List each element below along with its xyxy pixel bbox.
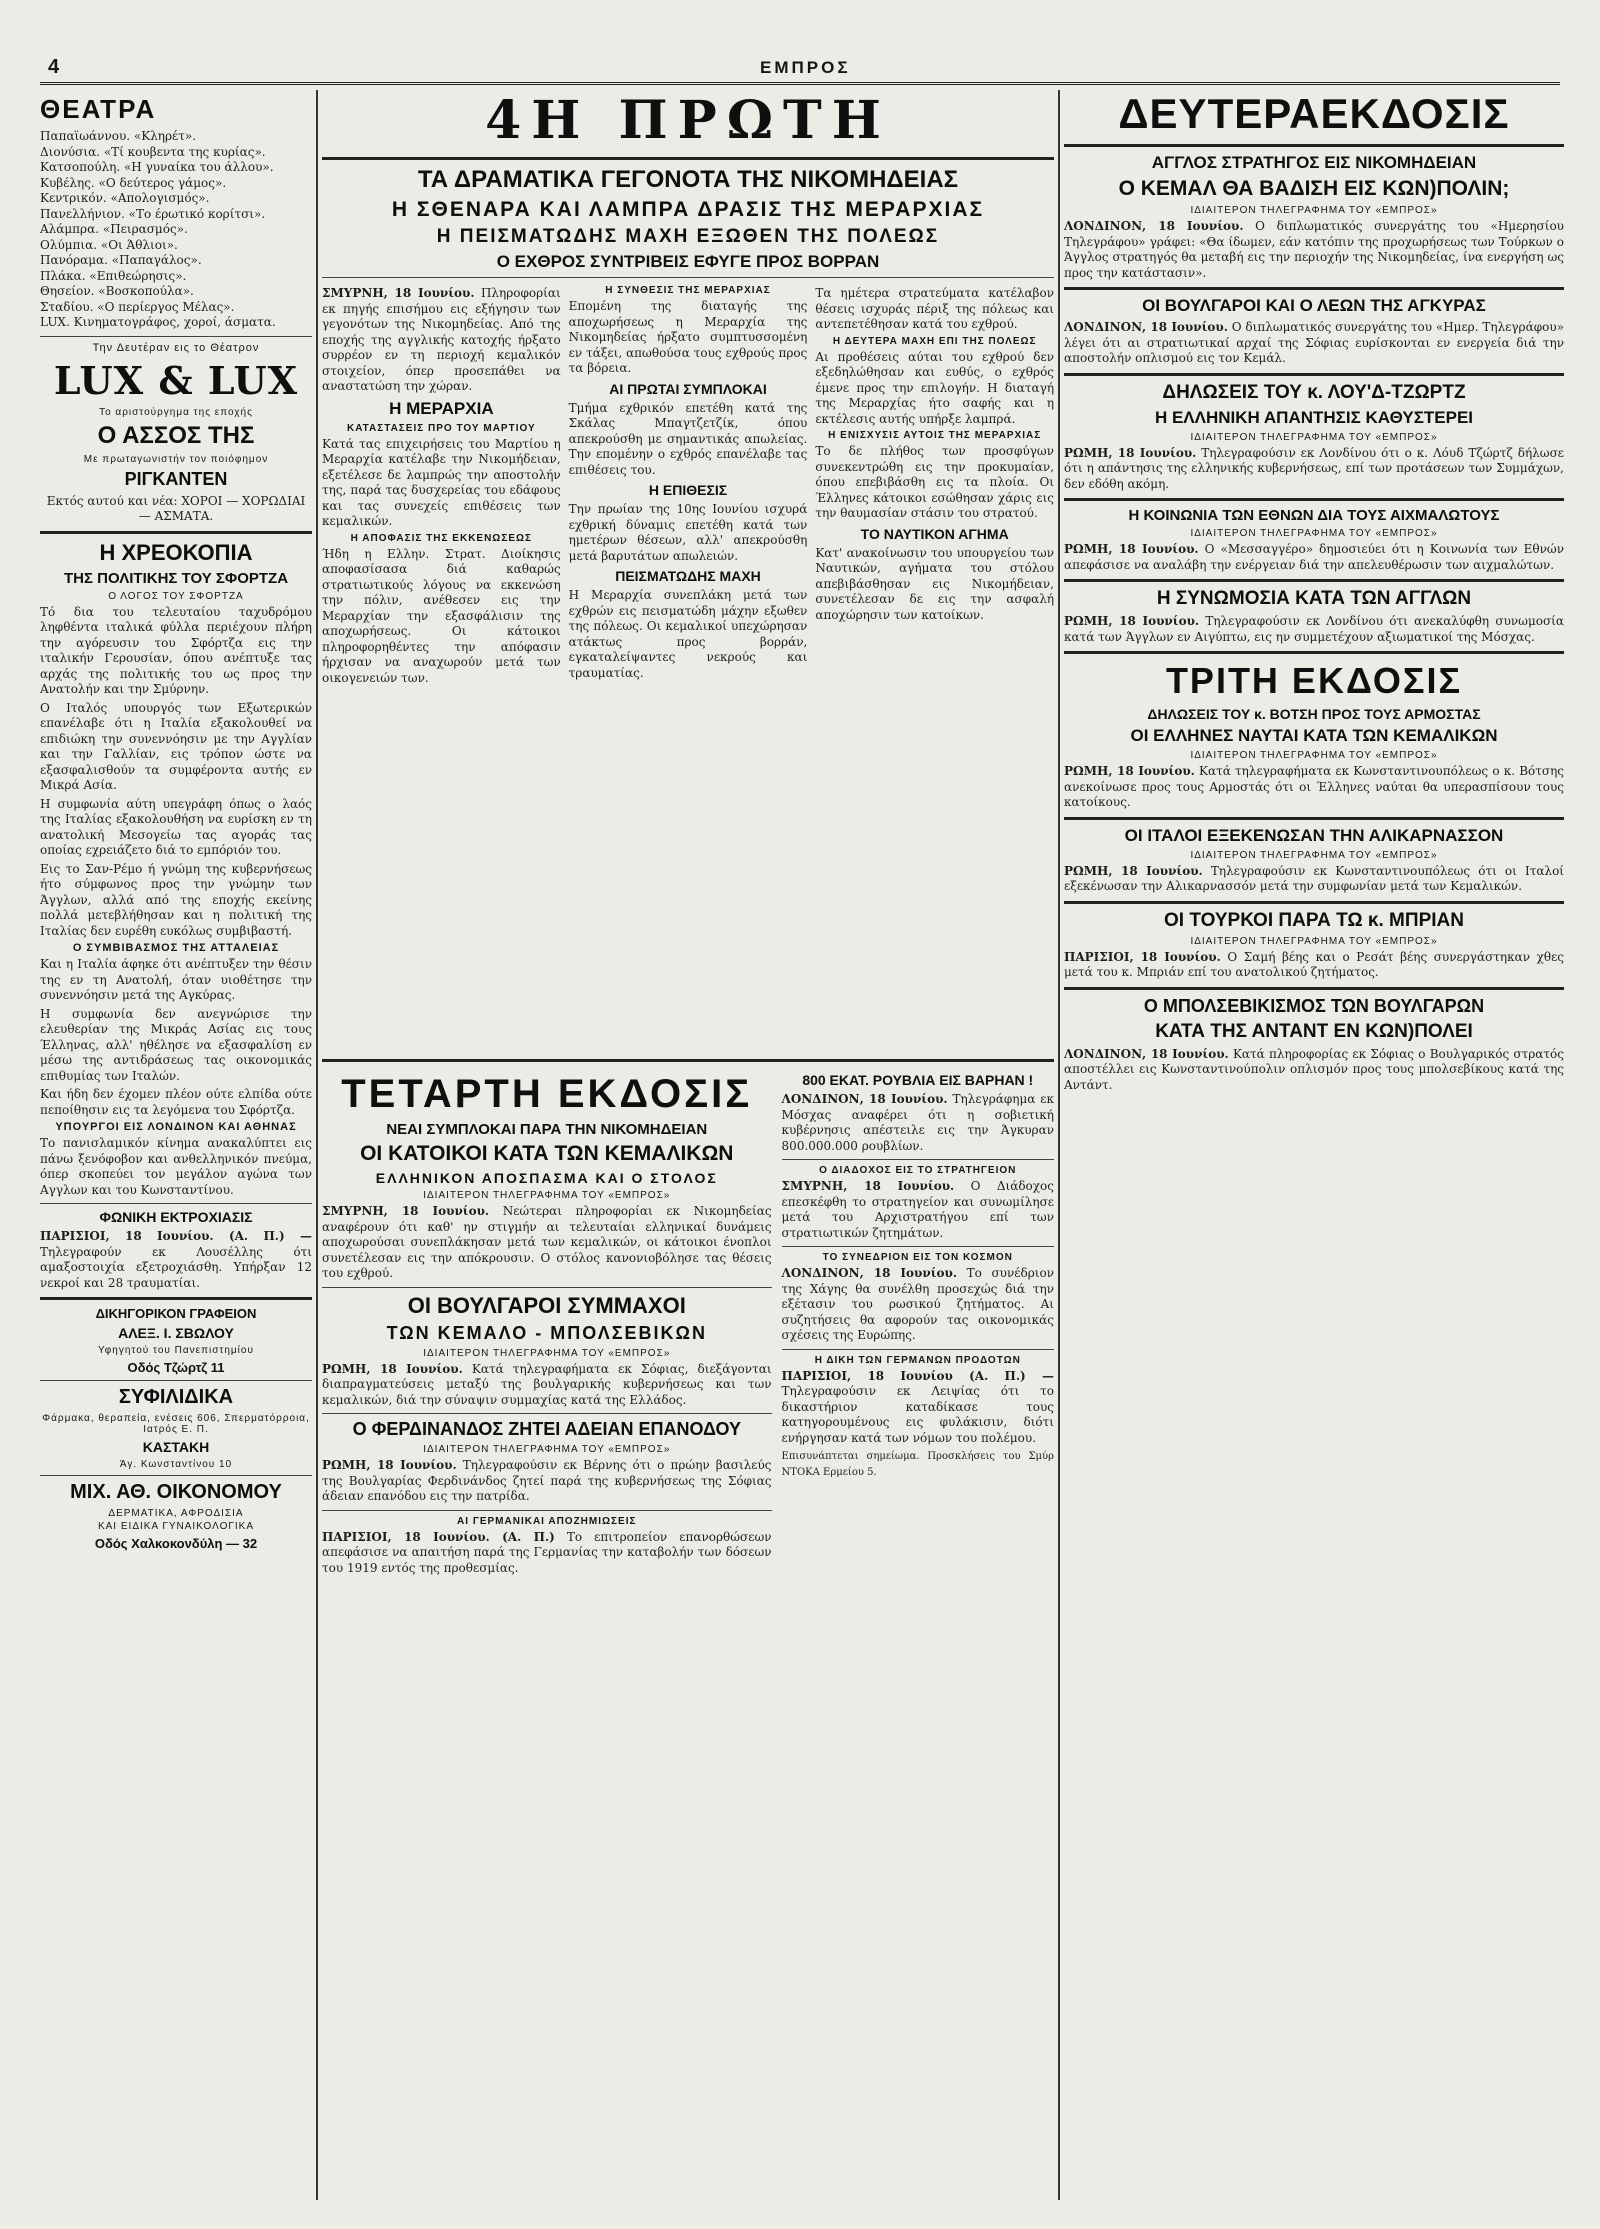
story-dateline: ΡΩΜΗ, 18 Ιουνίου. (1064, 863, 1203, 878)
bankruptcy-subtitle: ΤΗΣ ΠΟΛΙΤΙΚΗΣ ΤΟΥ ΣΦΟΡΤΖΑ (63, 569, 289, 587)
wire-label: ΙΔΙΑΙΤΕΡΟΝ ΤΗΛΕΓΡΑΦΗΜΑ ΤΟΥ «ΕΜΠΡΟΣ» (1190, 935, 1438, 947)
minister-head: ΥΠΟΥΡΓΟΙ ΕΙΣ ΛΟΝΔΙΝΟΝ ΚΑΙ ΑΘΗΝΑΣ (55, 1121, 297, 1133)
story-text: Η Μεραρχία συνεπλάκη μετά των εχθρών εις πεισματώδη μάχην εξωθεν της πόλεως. Οι κεμαλικοί υπεχώρησαν ατάκτως προς βορράν, εγκαταλείψαντες νεκρούς και τραυματίας. (568, 588, 808, 680)
ad-doctor (40, 1481, 312, 1551)
story-body: Το συνέδριον της Χάγης θα συνέλθη προσεχώς διά την εξέτασιν του ρωσικού ζητήματος. Αι συζητήσεις θα αφορούν τας οικονομικάς σχέσεις της Ευρώπης. (781, 1266, 1054, 1342)
lux-star: ΡΙΓΚΑΝΤΕΝ (124, 468, 228, 489)
second-edition-sub2: Ο ΚΕΜΑΛ ΘΑ ΒΑΔΙΣΗ ΕΙΣ ΚΩΝ)ΠΟΛΙΝ; (1118, 177, 1510, 200)
story-text (782, 1092, 1054, 1154)
lower-center (322, 1068, 1054, 1579)
masthead-rule (40, 82, 1560, 85)
section-head: ΤΟ ΝΑΥΤΙΚΟΝ ΑΓΗΜΑ (860, 525, 1009, 542)
story-text: Την πρωίαν της 10ης Ιουνίου ισχυρά εχθρική δύναμις επετέθη κατά των ημετέρων θέσεων, αλλ' απεκρούσθη μετά βαρυτάτων απωλειών. (568, 502, 808, 563)
story-body: Τηλεγραφούσιν εκ Βέρνης ότι ο πρώην βασιλεύς της Βουλγαρίας Φερδινάνδος ζητεί παρά της κυβερνήσεως της Σόφιας άδειαν επανόδου εις την πατρίδα. (322, 1458, 772, 1503)
section-head: ΚΑΤΑ ΤΗΣ ΑΝΤΑΝΤ ΕΝ ΚΩΝ)ΠΟΛΕΙ (1155, 1020, 1473, 1042)
section-head: Η ΜΕΡΑΡΧΙΑ (389, 398, 494, 418)
section-head: Η ΕΝΙΣΧΥΣΙΣ ΑΥΤΟΙΣ ΤΗΣ ΜΕΡΑΡΧΙΑΣ (828, 430, 1042, 441)
divider (40, 1380, 312, 1381)
divider (782, 1159, 1054, 1160)
theatre-listing: Διονύσια. «Τί κουβεντα της κυρίας». (40, 144, 266, 159)
story-body: Ο διπλωματικός συνεργάτης του «Ημερησίου Τηλεγράφου» γράφει: «Θα ίδωμεν, εάν κατόπιν της προχωρήσεως των Τούρκων ο Άγγλος στρατηγός θα μεταβή εις την περιοχήν της Νικομηδείας, ίνα ενεργήση ως προς την κατάστασιν». (1064, 219, 1564, 280)
story-body: Τηλεγραφούσιν εκ Λονδίνου ότι ο κ. Λόυδ Τζώρτζ δήλωσε ότι η απάντησις της ελληνικής κυβερνήσεως, επί των προτάσεων των Συμμάχων, δεν εδόθη ακόμη. (1064, 445, 1564, 491)
story-body: Τηλεγραφούσιν εκ Λονδίνου ότι ανεκαλύφθη συνωμοσία κατά των Άγγλων εν Αιγύπτω, εις ην συμμετέχουν αξιωματικοί της Μόσχας. (1064, 614, 1564, 644)
section-head: Η ΔΕΥΤΕΡΑ ΜΑΧΗ ΕΠΙ ΤΗΣ ΠΟΛΕΩΣ (832, 335, 1037, 347)
divider (322, 1413, 772, 1414)
phone-title: ΦΩΝΙΚΗ ΕΚΤΡΟΧΙΑΣΙΣ (99, 1209, 253, 1225)
divider (1064, 144, 1564, 147)
story-column (569, 283, 808, 1053)
story-body: Ο «Μεσσαγγέρο» δημοσιεύει ότι η Κοινωνία των Εθνών απεφάσισε να αναλάβη την ενέργειαν διά την απελευθέρωσιν των αιχμαλώτων. (1064, 542, 1564, 572)
edition-title: 4Η ΠΡΩΤΗ (485, 90, 891, 151)
story-text: Ήδη η Ελλην. Στρατ. Διοίκησις αποφασίσασα διά καθαρώς στρατιωτικούς λόγους να εκκενώση την πόλιν, ανέθεσεν εις την Μεραρχίαν την εξασφάλισιν της αποχωρήσεως. Οι κάτοικοι πληροφορηθέντες την απόφασιν ήρχισαν να αναχωρούν μετά των οικογενειών των. (322, 546, 561, 685)
story-text: Κατ' ανακοίνωσιν του υπουργείου των Ναυτικών, αγήματα του στόλου απεβιβάσθησαν εις Νικομήδειαν, συνετέλεσαν δε εις την ασφαλή αποχώρησιν των κατοίκων. (815, 545, 1054, 622)
section-sub: ΚΑΤΑΣΤΑΣΕΙΣ ΠΡΟ ΤΟΥ ΜΑΡΤΙΟΥ (347, 422, 536, 434)
story-dateline: ΣΜΥΡΝΗ, 18 Ιουνίου. (322, 1204, 490, 1218)
divider (322, 1287, 772, 1288)
ad-detail: Υφηγητού του Πανεπιστημίου (98, 1345, 254, 1356)
story-body: Τηλεγραφούσιν εκ Κωνσταντινουπόλεως ότι οι Ιταλοί εξεκένωσαν την Αλικαρνασσόν μετά την συμφωνίαν μετά των Κεμαλικών. (1064, 863, 1564, 893)
fourth-edition (322, 1068, 772, 1579)
bankruptcy-paragraph: Η συμφωνία δεν ανεγνώρισε την ελευθερίαν της Μικράς Ασίας εις τους Έλληνας, αλλ' ηθέλησε να εξασφαλίση εν μέσω της αντιδράσεως τας οικονομικάς επιθυμίας των Ιταλών. (40, 1006, 312, 1083)
ferdinand-head: Ο ΦΕΡΔΙΝΑΝΔΟΣ ΖΗΤΕΙ ΑΔΕΙΑΝ ΕΠΑΝΟΔΟΥ (352, 1419, 741, 1439)
fourth-edition-subtitle: ΝΕΑΙ ΣΥΜΠΛΟΚΑΙ ΠΑΡΑ ΤΗΝ ΝΙΚΟΜΗΔΕΙΑΝ (386, 1121, 708, 1138)
ad-title: ΔΙΚΗΓΟΡΙΚΟΝ ΓΡΑΦΕΙΟΝ (95, 1306, 257, 1321)
story-dateline: ΡΩΜΗ, 18 Ιουνίου. (1064, 764, 1195, 778)
divider (1064, 287, 1564, 290)
wire-label: ΙΔΙΑΙΤΕΡΟΝ ΤΗΛΕΓΡΑΦΗΜΑ ΤΟΥ «ΕΜΠΡΟΣ» (1190, 849, 1438, 861)
story-dateline: ΣΜΥΡΝΗ, 18 Ιουνίου. (781, 1179, 955, 1193)
section-head: Η ΕΛΛΗΝΙΚΗ ΑΠΑΝΤΗΣΙΣ ΚΑΘΥΣΤΕΡΕΙ (1154, 407, 1474, 427)
story-column (322, 283, 561, 1053)
lux-tagline: Το αριστούργημα της εποχής (99, 406, 253, 418)
story-text (1064, 764, 1564, 811)
story-text (1064, 320, 1564, 367)
theatre-listing: Αλάμπρα. «Πειρασμός». (40, 222, 188, 236)
headline-1: ΤΑ ΔΡΑΜΑΤΙΚΑ ΓΕΓΟΝΟΤΑ ΤΗΣ ΝΙΚΟΜΗΔΕΙΑΣ (417, 166, 959, 193)
story-dateline: ΠΑΡΙΣΙΟΙ, 18 Ιουνίου. (Α. Π.) (322, 1529, 555, 1544)
theatre-listing: Πλάκα. «Επιθεώρησις». (40, 268, 187, 283)
divider (40, 1203, 312, 1204)
bankruptcy-paragraph: Και ήδη δεν έχομεν πλέον ούτε ελπίδα ούτε πεποίθησιν εις τα λεγόμενα του Σφόρτζα. (40, 1087, 312, 1117)
divider (1064, 498, 1564, 501)
bulgar-head2: ΤΩΝ ΚΕΜΑΛΟ - ΜΠΟΛΣΕΒΙΚΩΝ (386, 1322, 707, 1343)
bankruptcy-byline: Ο ΛΟΓΟΣ ΤΟΥ ΣΦΟΡΤΖΑ (108, 590, 244, 602)
story-body: Κατά τηλεγραφήματα εκ Σόφιας, διεξάγονται διαπραγματεύσεις μεταξύ της βουλγαρικής κυβερνήσεως και των κεμαλικών, διά την σύναψιν συμμαχίας κατά της Ελλάδος. (322, 1361, 772, 1407)
fourth-edition-head: ΟΙ ΚΑΤΟΙΚΟΙ ΚΑΤΑ ΤΩΝ ΚΕΜΑΛΙΚΩΝ (360, 1142, 734, 1165)
column-rule (316, 90, 318, 2200)
theatre-listing: Πανελλήνιον. «Το έρωτικό κορίτσι». (40, 206, 266, 221)
section-head: Η ΑΠΟΦΑΣΙΣ ΤΗΣ ΕΚΚΕΝΩΣΕΩΣ (350, 532, 533, 544)
divider (782, 1349, 1054, 1350)
story-text (322, 1530, 772, 1577)
ad-title: ΜΙΧ. ΑΘ. ΟΙΚΟΝΟΜΟΥ (70, 1481, 282, 1503)
story-lead: Πληροφορίαι εκ πηγής επισήμου εις εξήγησιν των γεγονότων της Νικομηδείας. Από της εποχής της αγγλικής κατοχής ήρξατο συρρέον εν τη περιοχή κεμαλικόν στοιχείον, όπερ προσεπάθει να αναστατώση την χώραν. (322, 286, 561, 393)
story-dateline: ΡΩΜΗ, 18 Ιουνίου. (1064, 445, 1197, 460)
theatre-listing: Θησείον. «Βοσκοπούλα». (40, 284, 194, 298)
phone-text (40, 1229, 312, 1291)
paper-name: ΕΜΠΡΟΣ (760, 58, 851, 77)
story-text (782, 1369, 1054, 1447)
story-text (1064, 219, 1564, 281)
story-body: Κατά πληροφορίας εκ Σόφιας ο Βουλγαρικός στρατός αποστέλλει εις Κωνσταντινούπολιν οπλισμόν προς τους μπολσεβίκους κατά της Αντάντ. (1064, 1046, 1564, 1092)
divider (1064, 651, 1564, 654)
story-dateline: ΡΩΜΗ, 18 Ιουνίου. (322, 1361, 463, 1376)
story-text (1064, 950, 1564, 981)
section-head: Η ΣΥΝΩΜΟΣΙΑ ΚΑΤΑ ΤΩΝ ΑΓΓΛΩΝ (1156, 588, 1472, 609)
section-head: ΟΙ ΤΟΥΡΚΟΙ ΠΑΡΑ ΤΩ κ. ΜΠΡΙΑΝ (1164, 909, 1464, 931)
footer-note: Επισυνάπτεται σημείωμα. Προσκλήσεις του Σμύρ ΝΤΟΚΑ Ερμείου 5. (781, 1451, 1054, 1478)
left-column (40, 90, 312, 2200)
ad-name: ΔΕΡΜΑΤΙΚΑ, ΑΦΡΟΔΙΣΙΑ (108, 1508, 244, 1519)
divider (1064, 901, 1564, 904)
wire-label: ΙΔΙΑΙΤΕΡΟΝ ΤΗΛΕΓΡΑΦΗΜΑ ΤΟΥ «ΕΜΠΡΟΣ» (1190, 528, 1438, 539)
ad-syphilis (40, 1386, 312, 1470)
divider (1064, 817, 1564, 820)
story-dateline: ΠΑΡΙΣΙΟΙ, 18 Ιουνίου (Α. Π.) — (781, 1368, 1054, 1383)
divider (782, 1246, 1054, 1247)
lux-extra: Εκτός αυτού και νέα: ΧΟΡΟΙ — ΧΟΡΩΔΙΑΙ — ΑΣΜΑΤΑ. (46, 493, 306, 523)
divider (322, 1510, 772, 1511)
divider (1064, 579, 1564, 582)
section-head: ΠΕΙΣΜΑΤΩΔΗΣ ΜΑΧΗ (615, 568, 761, 584)
phone-dateline: ΠΑΡΙΣΙΟΙ, 18 Ιουνίου. (Α. Π.) — (40, 1229, 312, 1243)
section-head: Η ΔΙΚΗ ΤΩΝ ΓΕΡΜΑΝΩΝ ΠΡΟΔΟΤΩΝ (814, 1354, 1021, 1366)
section-head: Ο ΜΠΟΛΣΕΒΙΚΙΣΜΟΣ ΤΩΝ ΒΟΥΛΓΑΡΩΝ (1143, 995, 1485, 1016)
ad-name: ΚΑΣΤΑΚΗ (142, 1439, 210, 1455)
bankruptcy-title: Η ΧΡΕΟΚΟΠΙΑ (99, 539, 253, 565)
story-dateline: ΛΟΝΔΙΝΟΝ, 18 Ιουνίου. (1064, 320, 1228, 334)
section-head: ΔΗΛΩΣΕΙΣ ΤΟΥ κ. ΒΟΤΣΗ ΠΡΟΣ ΤΟΥΣ ΑΡΜΟΣΤΑΣ (1147, 706, 1481, 722)
story-dateline: ΛΟΝΔΙΝΟΝ, 18 Ιουνίου. (1064, 219, 1244, 233)
section-head: ΟΙ ΙΤΑΛΟΙ ΕΞΕΚΕΝΩΣΑΝ ΤΗΝ ΑΛΙΚΑΡΝΑΣΣΟΝ (1124, 825, 1504, 845)
section-head: 800 ΕΚΑΤ. ΡΟΥΒΛΙΑ ΕΙΣ ΒΑΡΗΑΝ ! (802, 1072, 1034, 1088)
ad-title: ΣΥΦΙΛΙΔΙΚΑ (118, 1386, 234, 1408)
wire-label: ΙΔΙΑΙΤΕΡΟΝ ΤΗΛΕΓΡΑΦΗΜΑ ΤΟΥ «ΕΜΠΡΟΣ» (423, 1190, 671, 1201)
section-head: ΟΙ ΒΟΥΛΓΑΡΟΙ ΚΑΙ Ο ΛΕΩΝ ΤΗΣ ΑΓΚΥΡΑΣ (1142, 296, 1486, 315)
story-body: Τηλεγραφούσιν εκ Λειψίας ότι το δικαστήριον καταδίκασε τους κατηγορουμένους εις φυλάκισιν, διότι ενήργησαν κατά των νόμων του πολέμου. (781, 1384, 1054, 1445)
section-head: Η ΣΥΝΘΕΣΙΣ ΤΗΣ ΜΕΡΑΡΧΙΑΣ (605, 285, 771, 296)
wire-label: ΙΔΙΑΙΤΕΡΟΝ ΤΗΛΕΓΡΑΦΗΜΑ ΤΟΥ «ΕΜΠΡΟΣ» (423, 1444, 671, 1455)
story-body: Ο Σαμή βέης και ο Ρεσάτ βέης συνεργάστηκαν χθες μετά του κ. Μπριάν επί του ανατολικού ζητήματος. (1064, 949, 1564, 979)
divider (322, 277, 1054, 278)
story-text (1064, 542, 1564, 573)
bankruptcy-paragraph: Εις το Σαν-Ρέμο ή γνώμη της κυβερνήσεως ήτο σύμφωνος προς την γνώμην των Άγγλων, αλλά από της εποχής εκείνης πολλά μετεβλήθησαν και η πολιτική της Ιταλίας δεν ευρέθη ευκόλως συμβιβαστή. (40, 861, 312, 938)
fourth-edition-title: ΤΕΤΑΡΤΗ ΕΚΔΟΣΙΣ (341, 1072, 753, 1116)
phone-body: Τηλεγραφούν εκ Λουσέλλης ότι αμαξοστοιχία εξετροχιάσθη. Υπήρξαν 12 νεκροί και 28 τραυματίαι. (40, 1244, 312, 1290)
story-text (1064, 1047, 1564, 1094)
story-dateline: ΡΩΜΗ, 18 Ιουνίου. (1064, 614, 1200, 628)
lux-film: Ο ΑΣΣΟΣ ΤΗΣ (97, 421, 255, 449)
story-text (1064, 864, 1564, 895)
divider (40, 1297, 312, 1300)
story-text (782, 1179, 1054, 1241)
story-text: Επομένη της διαταγής της αποχωρήσεως η Μεραρχία της Νικομηδείας ήρξατο συμπτυσσομένη εν τάξει, απωθούσα τους εχθρούς προς τα βόρεια. (568, 299, 808, 375)
headline-2: Η ΣΘΕΝΑΡΑ ΚΑΙ ΛΑΜΠΡΑ ΔΡΑΣΙΣ ΤΗΣ ΜΕΡΑΡΧΙΑΣ (391, 198, 985, 221)
minister-text: Το πανισλαμικόν κίνημα ανακαλύπτει εις πάνω ξενόφοβον και ανθελληνικόν πνεύμα, όπερ σκοπεύει τον μεγάλον αγώνα των Αγγλων και του Κωνσταντίνου. (40, 1136, 312, 1197)
story-text (1064, 614, 1564, 645)
story-text: Αι προθέσεις αύται του εχθρού δεν εξεδηλώθησαν και ευθύς, ο εχθρός έμενε προς την επιλογήν. Η διαταγή της Μεραρχίας ήτο σαφής και η εκτέλεσις αυτής υπήρξε λαμπρά. (815, 349, 1054, 426)
story-text (1064, 446, 1564, 493)
story-body: Νεώτεραι πληροφορίαι εκ Νικομηδείας αναφέρουν ότι καθ' ην στιγμήν αι τελευταίαι ελληνικαί δυνάμεις αποχωρούσαι συνεπλάκησαν μετά των κεμαλικών, οι κάτοικοι ένοπλοι συνετέλεσαν εις την απόκρουσιν. Ο στόλος κανονιοβόλησε τας θέσεις του εχθρού. (322, 1204, 772, 1280)
headline-3: Η ΠΕΙΣΜΑΤΩΔΗΣ ΜΑΧΗ ΕΞΩΘΕΝ ΤΗΣ ΠΟΛΕΩΣ (436, 226, 940, 247)
story-text: Τμήμα εχθρικόν επετέθη κατά της Σκάλας Μπαγτζετζίκ, όπου απεκρούσθη με σημαντικάς απωλείας. Την επομένην ο εχθρός επανέλαβε τας επιθέσεις του. (568, 400, 808, 477)
headline-4: Ο ΕΧΘΡΟΣ ΣΥΝΤΡΙΒΕΙΣ ΕΦΥΓΕ ΠΡΟΣ ΒΟΡΡΑΝ (496, 252, 880, 271)
wire-label: ΙΔΙΑΙΤΕΡΟΝ ΤΗΛΕΓΡΑΦΗΜΑ ΤΟΥ «ΕΜΠΡΟΣ» (1190, 205, 1438, 216)
section-head: ΔΗΛΩΣΕΙΣ ΤΟΥ κ. ΛΟΥ'Δ-ΤΖΩΡΤΖ (1162, 381, 1466, 403)
divider (40, 1475, 312, 1476)
story-text (322, 1204, 772, 1282)
ad-address: Οδός Τζώρτζ 11 (127, 1360, 225, 1375)
bankruptcy-paragraph: Η συμφωνία αύτη υπεγράφη όπως ο λαός της Ιταλίας εξακολουθήση να ευρίσκη εν τη ανατολική Μεσογείω τας αγοράς τας οποίας εχρειάζετο διά το εμπόριόν του. (40, 796, 312, 857)
story-body: Τηλεγράφημα εκ Μόσχας αναφέρει ότι η σοβιετική κυβέρνησις απέστειλε εις την Άγκυραν 800.000.000 ρουβλίων. (781, 1092, 1054, 1153)
theatre-listing: Κεντρικόν. «Απολογισμός». (40, 191, 210, 205)
section-head: Η ΚΟΙΝΩΝΙΑ ΤΩΝ ΕΘΝΩΝ ΔΙΑ ΤΟΥΣ ΑΙΧΜΑΛΩΤΟΥΣ (1128, 507, 1500, 524)
theatre-listing: Ολύμπια. «Οι Άθλιοι». (40, 237, 178, 252)
ad-address: Οδός Χαλκοκονδύλη — 32 (94, 1536, 258, 1551)
story-text (782, 1266, 1054, 1344)
third-edition-title: ΤΡΙΤΗ ΕΚΔΟΣΙΣ (1165, 660, 1463, 701)
story-dateline: ΠΑΡΙΣΙΟΙ, 18 Ιουνίου. (1064, 949, 1221, 964)
wire-label: ΙΔΙΑΙΤΕΡΟΝ ΤΗΛΕΓΡΑΦΗΜΑ ΤΟΥ «ΕΜΠΡΟΣ» (423, 1347, 671, 1359)
story-dateline: ΛΟΝΔΙΝΟΝ, 18 Ιουνίου. (781, 1092, 948, 1106)
divider (40, 531, 312, 534)
section-head: ΤΟ ΣΥΝΕΔΡΙΟΝ ΕΙΣ ΤΟΝ ΚΟΣΜΟΝ (822, 1252, 1013, 1263)
story-dateline: ΛΟΝΔΙΝΟΝ, 18 Ιουνίου. (781, 1266, 958, 1280)
divider (322, 157, 1054, 160)
divider (1064, 373, 1564, 376)
theatre-title: ΘΕΑΤΡΑ (40, 94, 157, 124)
story-column (815, 283, 1054, 1053)
story-text (322, 286, 561, 395)
story-body: Το επιτροπείον επανορθώσεων απεφάσισε να απαιτήση παρά της Γερμανίας την καταβολήν των δόσεων του 1919 εντός της προθεσμίας. (322, 1529, 772, 1575)
second-edition-title: ΔΕΥΤΕΡΑΕΚΔΟΣΙΣ (1118, 90, 1510, 137)
right-column (1064, 90, 1564, 2200)
section-head: ΑΙ ΓΕΡΜΑΝΙΚΑΙ ΑΠΟΖΗΜΙΩΣΕΙΣ (457, 1515, 637, 1527)
lux-intro: Την Δευτέραν εις το Θέατρον (92, 341, 260, 354)
bankruptcy-paragraph: Τό δια του τελευταίου ταχυδρόμου ληφθέντα ιταλικά φύλλα περιέχουν πλήρη την αγόρευσιν του Σφόρτζα εις την ιταλικήν Γερουσίαν, όπου ανέπτυξε τας αρχάς της πολιτικής του ως προς την Ανατολήν και την Σμύρνην. (40, 604, 312, 696)
theatre-listing: Σταδίου. «Ο περίεργος Μέλας». (40, 299, 235, 314)
masthead (0, 56, 1600, 84)
divider (1064, 987, 1564, 990)
theatre-listing: Κατσοπούλη. «Η γυναίκα του άλλου». (40, 160, 274, 174)
lead-story (322, 283, 1054, 1053)
section-head: Η ΕΠΙΘΕΣΙΣ (648, 482, 728, 498)
fourth-edition-head2: ΕΛΛΗΝΙΚΟΝ ΑΠΟΣΠΑΣΜΑ ΚΑΙ Ο ΣΤΟΛΟΣ (375, 1170, 718, 1186)
theatre-listing: LUX. Κινηματογράφος, χοροί, άσματα. (40, 315, 276, 329)
bulgar-head: ΟΙ ΒΟΥΛΓΑΡΟΙ ΣΥΜΜΑΧΟΙ (407, 1292, 686, 1318)
lux-title: LUX & LUX (53, 357, 299, 403)
story-dateline: ΣΜΥΡΝΗ, 18 Ιουνίου. (322, 286, 475, 300)
story-text (322, 1458, 772, 1505)
bankruptcy-section: Ο ΣΥΜΒΙΒΑΣΜΟΣ ΤΗΣ ΑΤΤΑΛΕΙΑΣ (72, 942, 280, 954)
lux-cast: Με πρωταγωνιστήν τον ποιόφημον (83, 453, 269, 465)
divider (40, 336, 312, 337)
section-head: Ο ΔΙΑΔΟΧΟΣ ΕΙΣ ΤΟ ΣΤΡΑΤΗΓΕΙΟΝ (819, 1165, 1017, 1176)
story-body: Ο διπλωματικός συνεργάτης του «Ημερ. Τηλεγράφου» λέγει ότι αι στρατιωτικαί αρχαί της Σόφιας ευρίσκονται εν ενεργεία διά την αποστολήν οπλισμού εις τον Κεμάλ. (1064, 320, 1564, 365)
theatre-listing: Πανόραμα. «Παπαγάλος». (40, 253, 202, 267)
ad-detail: ΚΑΙ ΕΙΔΙΚΑ ΓΥΝΑΙΚΟΛΟΓΙΚΑ (97, 1521, 255, 1532)
ad-name: ΑΛΕΞ. Ι. ΣΒΩΛΟΥ (118, 1325, 234, 1341)
side-briefs (782, 1068, 1054, 1579)
story-dateline: ΡΩΜΗ, 18 Ιουνίου. (322, 1458, 457, 1472)
section-head: ΑΙ ΠΡΩΤΑΙ ΣΥΜΠΛΟΚΑΙ (609, 380, 767, 397)
story-text: Το δε πλήθος των προσφύγων συνεκεντρώθη εις την προκυμαίαν, όπου επεβιβάσθη εις τα πλοία. Οι Έλληνες κάτοικοι εσώθησαν χάρις εις την θαυμασίαν στάσιν του στρατού. (815, 444, 1054, 520)
bankruptcy-paragraph: Και η Ιταλία άφηκε ότι ανέπτυξεν την θέσιν της εν τη Ανατολή, όταν υιοθέτησε την συνεννόησιν μετά της Αγκύρας. (40, 957, 312, 1002)
story-dateline: ΛΟΝΔΙΝΟΝ, 18 Ιουνίου. (1064, 1046, 1229, 1061)
page-number: 4 (48, 56, 60, 78)
story-dateline: ΡΩΜΗ, 18 Ιουνίου. (1064, 542, 1199, 556)
section-head: ΟΙ ΕΛΛΗΝΕΣ ΝΑΥΤΑΙ ΚΑΤΑ ΤΩΝ ΚΕΜΑΛΙΚΩΝ (1130, 726, 1498, 745)
story-body: Κατά τηλεγραφήματα εκ Κωνσταντινουπόλεως ο κ. Βότσης ανεκοίνωσε προς τους Αρμοστάς ότι οι Έλληνες ναύται θα υπερασπίσουν τους κατοίκους. (1064, 764, 1564, 809)
story-text: Τα ημέτερα στρατεύματα κατέλαβον θέσεις ισχυράς πέριξ της πόλεως και αντεπετέθησαν κατά του εχθρού. (815, 286, 1054, 331)
ad-detail: Φάρμακα, θεραπεία, ενέσεις 606, Σπερματόρροια, Ιατρός Ε. Π. (42, 1413, 310, 1435)
ad-lawyer (40, 1306, 312, 1375)
second-edition-sub1: ΑΓΓΛΟΣ ΣΤΡΑΤΗΓΟΣ ΕΙΣ ΝΙΚΟΜΗΔΕΙΑΝ (1151, 153, 1477, 172)
theatre-listing: Παπαϊωάννου. «Κληρέτ». (40, 129, 197, 143)
divider (322, 1059, 1054, 1062)
story-text (322, 1362, 772, 1409)
theatre-listing: Κυβέλης. «Ο δεύτερος γάμος». (40, 175, 227, 190)
ad-address: Άγ. Κωνσταντίνου 10 (119, 1459, 233, 1470)
column-rule (1058, 90, 1060, 2200)
center-column (322, 90, 1054, 2200)
wire-label: ΙΔΙΑΙΤΕΡΟΝ ΤΗΛΕΓΡΑΦΗΜΑ ΤΟΥ «ΕΜΠΡΟΣ» (1190, 750, 1438, 761)
theatre-listings (40, 129, 312, 331)
bankruptcy-paragraph: Ο Ιταλός υπουργός των Εξωτερικών επανέλαβε ότι η Ιταλία εξακολουθεί να επιδιώκη την συνεννόησιν με την Αγγλίαν και την Γαλλίαν, εις τρόπον ώστε να εξασφαλισθούν τα συμφέροντα αυτής εν Μικρά Ασία. (40, 700, 312, 792)
story-body: Ο Διάδοχος επεσκέφθη το στρατηγείον και συνωμίλησε μετά του Αρχιστρατήγου επί των στρατιωτικών ζητημάτων. (781, 1179, 1054, 1240)
wire-label: ΙΔΙΑΙΤΕΡΟΝ ΤΗΛΕΓΡΑΦΗΜΑ ΤΟΥ «ΕΜΠΡΟΣ» (1190, 431, 1438, 443)
story-text: Κατά τας επιχειρήσεις του Μαρτίου η Μεραρχία κατέλαβε την Νικομήδειαν, εξετέλεσε δε λαμπρώς την αποστολήν της, παρά τας δυσχερείας του εδάφους και τας συνεχείς επιθέσεις των κεμαλικών. (322, 436, 561, 528)
